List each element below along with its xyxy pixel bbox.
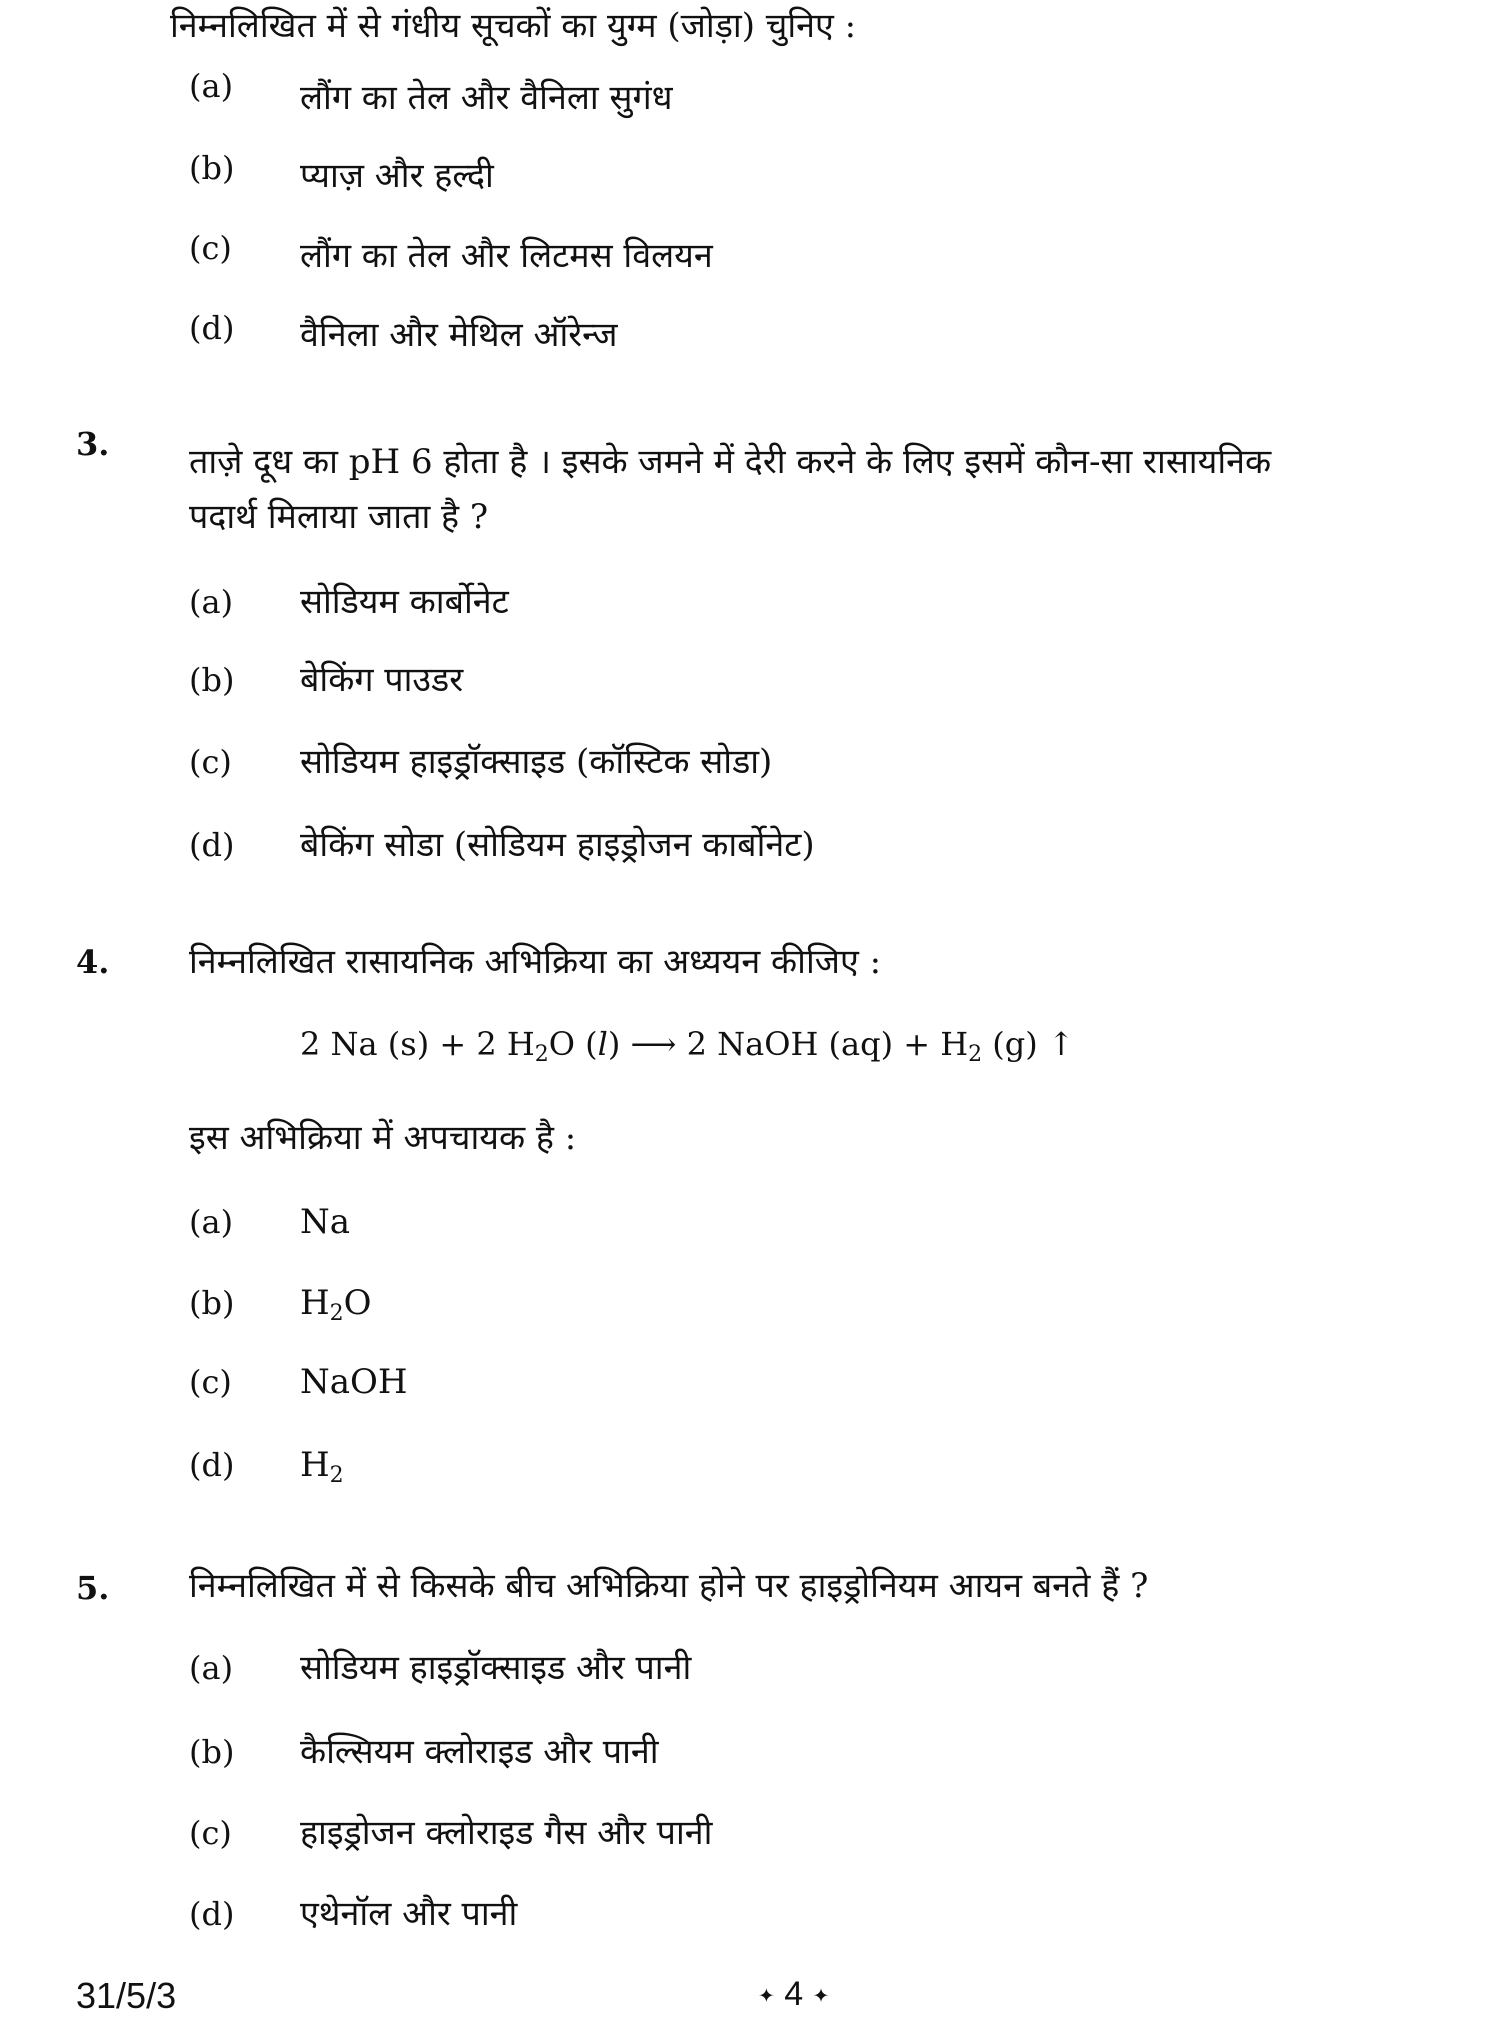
q5-option-a-label: (a) bbox=[189, 1649, 234, 1687]
q3-stem-line1: ताज़े दूध का pH 6 होता है । इसके जमने में देरी करने के लिए इसमें कौन-सा रासायनिक bbox=[189, 442, 1272, 482]
q4-option-d-label: (d) bbox=[189, 1446, 235, 1484]
q2-option-c-label: (c) bbox=[189, 229, 232, 267]
q5-option-d: एथेनॉल और पानी bbox=[300, 1894, 518, 1934]
q5-option-b-label: (b) bbox=[189, 1733, 235, 1771]
q3-option-b: बेकिंग पाउडर bbox=[300, 660, 464, 700]
page-number-value: 4 bbox=[784, 1975, 804, 2013]
q2-option-b-label: (b) bbox=[189, 149, 235, 187]
q2-option-d: वैनिला और मेथिल ऑरेन्ज bbox=[300, 315, 618, 355]
q3-option-d-label: (d) bbox=[189, 826, 235, 864]
q5-option-d-label: (d) bbox=[189, 1895, 235, 1933]
q4-option-a: Na bbox=[300, 1202, 351, 1242]
q3-number: 3. bbox=[76, 425, 110, 463]
q4-option-b-label: (b) bbox=[189, 1284, 235, 1322]
eq-part: 2 Na (s) + 2 H bbox=[300, 1025, 535, 1063]
eq-sub: 2 bbox=[534, 1042, 549, 1067]
q2-option-b: प्याज़ और हल्दी bbox=[300, 156, 494, 196]
q3-option-a-label: (a) bbox=[189, 583, 234, 621]
formula-sub: 2 bbox=[329, 1463, 344, 1488]
q4-option-c: NaOH bbox=[300, 1362, 408, 1402]
eq-part: (g) ↑ bbox=[982, 1025, 1075, 1063]
ornament-icon: ✦ bbox=[758, 1985, 775, 2008]
q4-option-b bbox=[300, 1281, 372, 1336]
eq-part: ) ⟶ 2 NaOH (aq) + H bbox=[607, 1025, 969, 1063]
q2-option-c: लौंग का तेल और लिटमस विलयन bbox=[300, 236, 713, 276]
paper-code: 31/5/3 bbox=[76, 1975, 177, 2016]
formula-part: H bbox=[300, 1445, 330, 1485]
q3-option-c: सोडियम हाइड्रॉक्साइड (कॉस्टिक सोडा) bbox=[300, 742, 773, 782]
q4-equation bbox=[300, 1022, 1075, 1077]
formula-part: H bbox=[300, 1283, 330, 1323]
q4-number: 4. bbox=[76, 943, 110, 981]
q5-number: 5. bbox=[76, 1569, 110, 1607]
eq-part: l bbox=[597, 1025, 608, 1063]
q5-option-a: सोडियम हाइड्रॉक्साइड और पानी bbox=[300, 1648, 692, 1688]
q3-stem-line2: पदार्थ मिलाया जाता है ? bbox=[189, 497, 489, 537]
q5-option-b: कैल्सियम क्लोराइड और पानी bbox=[300, 1732, 659, 1772]
formula-part: O bbox=[343, 1283, 372, 1323]
eq-sub: 2 bbox=[968, 1042, 983, 1067]
q3-option-c-label: (c) bbox=[189, 743, 232, 781]
formula-sub: 2 bbox=[329, 1301, 344, 1326]
q2-option-d-label: (d) bbox=[189, 309, 235, 347]
q2-stem: निम्नलिखित में से गंधीय सूचकों का युग्म (जोड़ा) चुनिए : bbox=[170, 6, 857, 46]
q5-option-c: हाइड्रोजन क्लोराइड गैस और पानी bbox=[300, 1813, 713, 1853]
q4-option-a-label: (a) bbox=[189, 1203, 234, 1241]
q3-option-b-label: (b) bbox=[189, 661, 235, 699]
q4-prompt: इस अभिक्रिया में अपचायक है : bbox=[189, 1118, 577, 1158]
page-number bbox=[758, 1975, 829, 2014]
q3-option-d: बेकिंग सोडा (सोडियम हाइड्रोजन कार्बोनेट) bbox=[300, 825, 815, 865]
q4-stem: निम्नलिखित रासायनिक अभिक्रिया का अध्ययन कीजिए : bbox=[189, 942, 882, 982]
ornament-icon: ✦ bbox=[812, 1985, 830, 2008]
q2-option-a-label: (a) bbox=[189, 67, 234, 105]
q5-option-c-label: (c) bbox=[189, 1814, 232, 1852]
q2-option-a: लौंग का तेल और वैनिला सुगंध bbox=[300, 78, 673, 118]
eq-part: O ( bbox=[548, 1025, 598, 1063]
q3-option-a: सोडियम कार्बोनेट bbox=[300, 582, 509, 622]
q5-stem: निम्नलिखित में से किसके बीच अभिक्रिया होने पर हाइड्रोनियम आयन बनते हैं ? bbox=[189, 1566, 1149, 1606]
q4-option-d bbox=[300, 1443, 344, 1498]
q4-option-c-label: (c) bbox=[189, 1363, 232, 1401]
